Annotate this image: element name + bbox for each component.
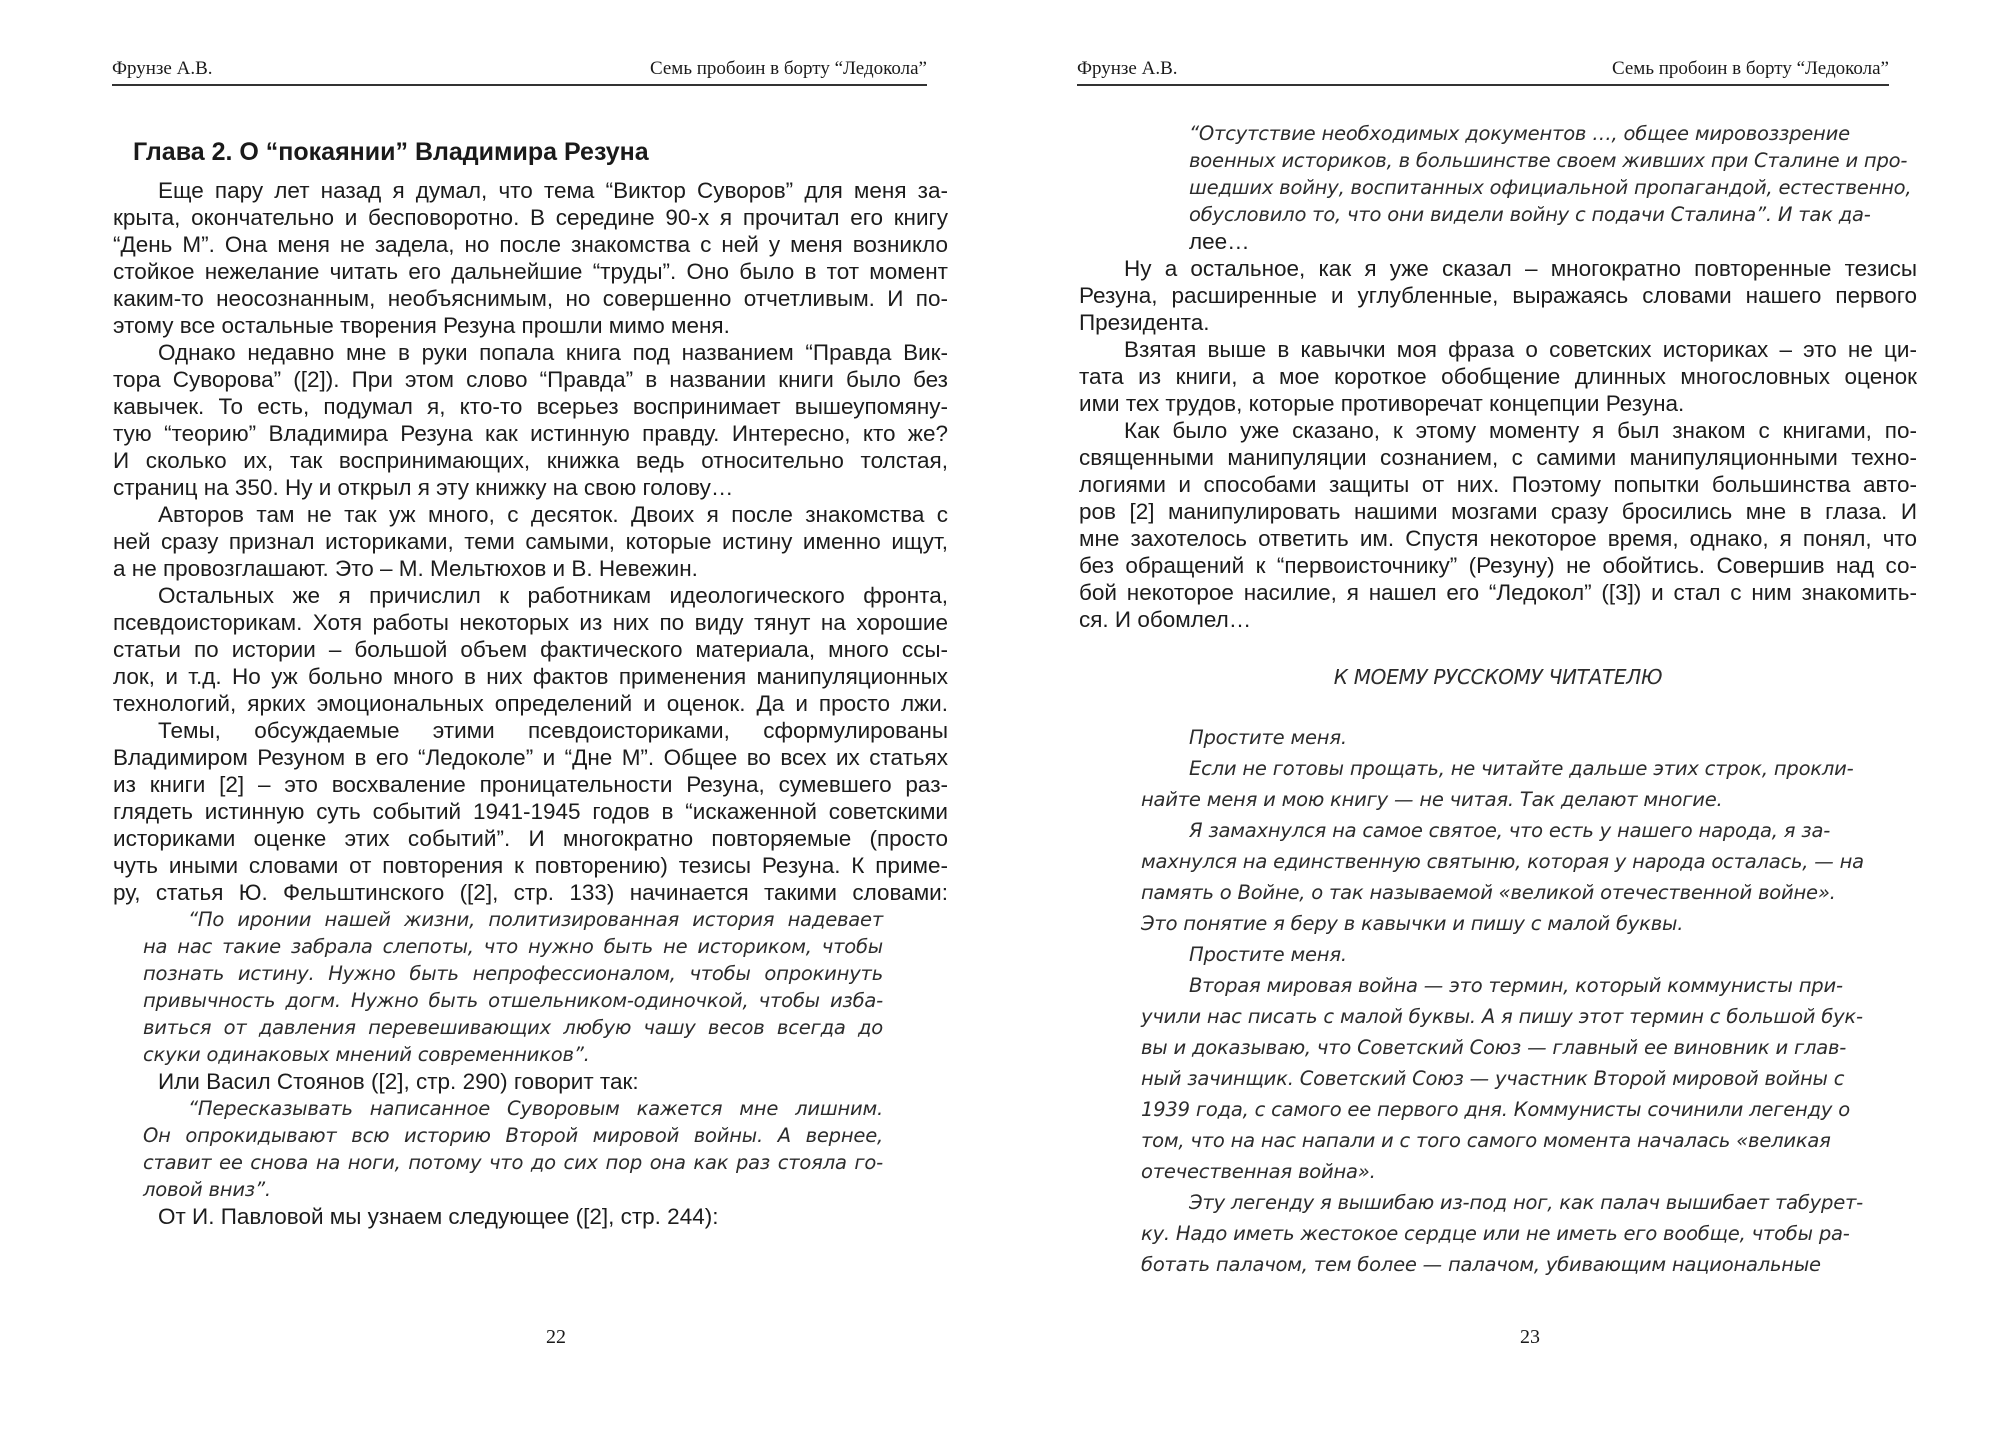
text-line: кавычек. То есть, подумал я, кто-то всерьез воспринимает вышеупомяну- [113,394,948,419]
text-line: военных историков, в большинстве своем живших при Сталине и про- [1189,149,1908,172]
right-page [1000,0,2000,1444]
text-line: Он опрокидывают всю историю Второй мировой войны. А вернее, [143,1124,883,1147]
text-line: каким-то неосознанным, необъяснимым, но совершенно отчетливым. И по- [113,286,948,311]
text-line: От И. Павловой мы узнаем следующее ([2], стр. 244): [158,1204,719,1229]
text-line: скуки одинаковых мнений современников”. [143,1043,590,1066]
text-line: найте меня и мою книгу — не читая. Так делают многие. [1141,788,1723,811]
text-line: ими тех трудов, которые противоречат концепции Резуна. [1079,391,1685,416]
text-line: ловой вниз”. [143,1178,271,1201]
text-line: “По иронии нашей жизни, политизированная история надевает [188,908,883,931]
text-line: Резуна, расширенные и углубленные, выражаясь словами нашего первого [1079,283,1917,308]
text-line: ров [2] манипулировать нашими мозгами сразу бросились мне в глаза. И [1079,499,1917,524]
text-line: вы и доказываю, что Советский Союз — главный ее виновник и глав- [1141,1036,1847,1059]
text-line: без обращений к “первоисточнику” (Резуну) не обойтись. Совершив над со- [1079,553,1917,578]
text-line: глядеть истинную суть событий 1941-1945 годов в “искаженной советскими [113,799,948,824]
header-author: Фрунзе А.В. [112,58,213,79]
text-line: на нас такие забрала слепоты, что нужно быть не историком, чтобы [143,935,883,958]
chapter-title: Глава 2. О “покаянии” Владимира Резуна [133,138,649,166]
text-line: Это понятие я беру в кавычки и пишу с малой буквы. [1141,912,1684,935]
running-header [112,56,927,86]
text-line: этому все остальные творения Резуна прошли мимо меня. [113,313,730,338]
text-line: учили нас писать с малой буквы. А я пишу этот термин с большой бук- [1141,1005,1863,1028]
text-line: “День М”. Она меня не задела, но после знакомства с ней у меня возникло [113,232,948,257]
text-line: ботать палачом, тем более — палачом, убивающим национальные [1141,1253,1821,1276]
right-text-lines [1079,120,1917,633]
page-number: 23 [1520,1326,1540,1348]
text-line: логиями и способами защиты от них. Поэтому попытки большинства авто- [1079,472,1917,497]
text-line: махнулся на единственную святыню, которая у народа осталась, — на [1141,850,1864,873]
text-line: псевдоисторикам. Хотя работы некоторых из них по виду тянут на хорошие [113,610,948,635]
left-text-lines [113,177,948,1230]
right-page-body [1079,120,1917,1280]
page-number: 22 [546,1326,566,1348]
text-line: тора Суворова” ([2]). При этом слово “Правда” в названии книги было без [113,367,948,392]
text-line: Взятая выше в кавычки моя фраза о советских историках – это не ци- [1124,337,1917,362]
text-line: ней сразу признал историками, теми самыми, которые истину именно ищут, [113,529,948,554]
text-line: Эту легенду я вышибаю из-под ног, как палач вышибает табурет- [1189,1191,1863,1214]
text-line: Я замахнулся на самое святое, что есть у нашего народа, я за- [1189,819,1831,842]
text-line: отечественная война». [1141,1160,1376,1183]
text-line: бой некоторое насилие, я нашел его “Ледокол” ([3]) и стал с ним знакомить- [1079,580,1917,605]
text-line: Темы, обсуждаемые этими псевдоисториками, сформулированы [158,718,948,743]
header-author: Фрунзе А.В. [1077,58,1178,79]
text-line: Или Васил Стоянов ([2], стр. 290) говорит так: [158,1069,639,1094]
text-line: стойкое нежелание читать его дальнейшие “труды”. Оно было в тот момент [113,259,948,284]
text-line: И сколько их, так воспринимающих, книжка ведь относительно толстая, [113,448,948,473]
header-book-title: Семь пробоин в борту “Ледокола” [649,58,927,79]
text-line: ру, статья Ю. Фельштинского ([2], стр. 133) начинается такими словами: [113,880,948,905]
text-line: Простите меня. [1189,726,1347,749]
text-line: обусловило то, что они видели войну с подачи Сталина”. И так да- [1189,203,1871,226]
text-line: Еще пару лет назад я думал, что тема “Виктор Суворов” для меня за- [158,178,948,203]
text-line: священными манипуляции сознанием, с самими манипуляционными техно- [1079,445,1917,470]
text-line: 1939 года, с самого ее первого дня. Коммунисты сочинили легенду о [1141,1098,1850,1121]
text-line: чуть иными словами от повторения к повторению) тезисы Резуна. К приме- [113,853,948,878]
text-line: Простите меня. [1189,943,1347,966]
text-line: том, что на нас напали и с того самого момента началась «великая [1141,1129,1831,1152]
text-line: Однако недавно мне в руки попала книга под названием “Правда Вик- [158,340,948,365]
text-line: статьи по истории – большой объем фактического материала, много ссы- [113,637,948,662]
text-line: а не провозглашают. Это – М. Мельтюхов и В. Невежин. [113,556,698,581]
text-line: привычность догм. Нужно быть отшельником-одиночкой, чтобы изба- [143,989,883,1012]
text-line: мне захотелось ответить им. Спустя некоторое время, однако, я понял, что [1079,526,1917,551]
text-line: познать истину. Нужно быть непрофессионалом, чтобы опрокинуть [143,962,883,985]
text-line: Ну а остальное, как я уже сказал – многократно повторенные тезисы [1124,256,1917,281]
text-line: “Отсутствие необходимых документов …, общее мировоззрение [1189,122,1850,145]
text-line: шедших войну, воспитанных официальной пропагандой, естественно, [1189,176,1912,199]
text-line: страниц на 350. Ну и открыл я эту книжку на свою голову… [113,475,734,500]
text-line: Остальных же я причислил к работникам идеологического фронта, [158,583,948,608]
text-line: “Пересказывать написанное Суворовым кажется мне лишним. [188,1097,883,1120]
text-line: ставит ее снова на ноги, потому что до сих пор она как раз стояла го- [143,1151,883,1174]
text-line: Если не готовы прощать, не читайте дальше этих строк, прокли- [1189,757,1854,780]
text-line: лок, и т.д. Но уж больно много в них фактов применения манипуляционных [113,664,948,689]
text-line: тата из книги, а мое короткое обобщение длинных многословных оценок [1079,364,1917,389]
header-book-title: Семь пробоин в борту “Ледокола” [1611,58,1889,79]
text-line: ный зачинщик. Советский Союз — участник Второй мировой войны с [1141,1067,1845,1090]
section-subheading: К МОЕМУ РУССКОМУ ЧИТАТЕЛЮ [1333,665,1663,689]
text-line: Как было уже сказано, к этому моменту я был знаком с книгами, по- [1124,418,1917,443]
text-line: Владимиром Резуном в его “Ледоколе” и “Дне М”. Общее во всех их статьях [113,745,948,770]
text-line: виться от давления перевешивающих любую чашу весов всегда до [143,1016,883,1039]
text-line: ку. Надо иметь жестокое сердце или не иметь его вообще, чтобы ра- [1141,1222,1850,1245]
text-line: лее… [1189,229,1250,254]
running-header [1077,56,1889,86]
text-line: Президента. [1079,310,1210,335]
text-line: тую “теорию” Владимира Резуна как истинную правду. Интересно, кто же? [113,421,948,446]
text-line: Вторая мировая война — это термин, который коммунисты при- [1189,974,1843,997]
preface-quote [1079,722,1917,1280]
text-line: память о Войне, о так называемой «великой отечественной войне». [1141,881,1836,904]
left-page-body [113,137,948,1230]
text-line: историками оценке этих событий”. И многократно повторяемые (просто [113,826,948,851]
text-line: крыта, окончательно и бесповоротно. В середине 90-х я прочитал его книгу [113,205,948,230]
text-line: технологий, ярких эмоциональных определений и оценок. Да и просто лжи. [113,691,948,716]
text-line: ся. И обомлел… [1079,607,1252,632]
text-line: Авторов там не так уж много, с десяток. Двоих я после знакомства с [158,502,948,527]
text-line: из книги [2] – это восхваление проницательности Резуна, сумевшего раз- [113,772,948,797]
